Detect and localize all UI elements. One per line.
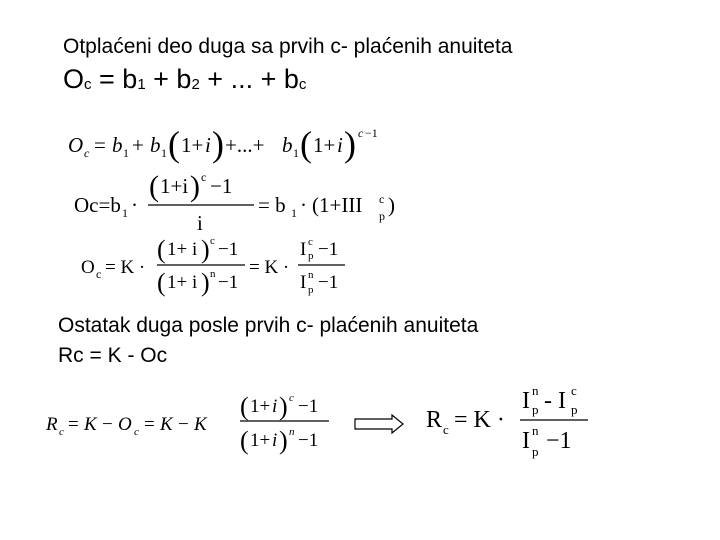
svg-text:c: c xyxy=(571,383,577,398)
svg-text:p: p xyxy=(571,402,578,417)
svg-text:i: i xyxy=(337,133,343,157)
svg-text:=: = xyxy=(144,414,155,435)
svg-text:): ) xyxy=(388,193,395,217)
svg-text:= K ·: = K · xyxy=(105,257,146,278)
svg-text:b: b xyxy=(282,133,293,157)
svg-text:p: p xyxy=(532,402,539,417)
svg-text:c: c xyxy=(358,126,364,140)
svg-text:K: K xyxy=(194,414,207,435)
heading-paid-debt: Otplaćeni deo duga sa prvih c- plaćenih anuiteta xyxy=(63,35,513,58)
svg-text:n: n xyxy=(532,423,539,438)
svg-text:): ) xyxy=(344,124,356,164)
svg-text:): ) xyxy=(212,124,224,164)
svg-text:c: c xyxy=(210,235,215,247)
svg-text:O: O xyxy=(81,257,95,278)
svg-text:1: 1 xyxy=(122,206,128,220)
svg-text:c: c xyxy=(201,172,207,184)
svg-text:1: 1 xyxy=(291,206,297,220)
svg-text:·: · xyxy=(131,193,138,217)
svg-text:c: c xyxy=(96,267,102,281)
svg-text:i: i xyxy=(197,211,203,235)
svg-text:(: ( xyxy=(168,124,180,164)
svg-text:1+: 1+ xyxy=(250,396,271,417)
svg-text:−: − xyxy=(178,414,189,435)
svg-text:+...+: +...+ xyxy=(225,133,265,157)
svg-text:p: p xyxy=(308,284,314,296)
svg-text:−1: −1 xyxy=(218,239,239,260)
formula-rc: Rc = K - Oc xyxy=(58,344,168,367)
svg-text:I: I xyxy=(300,239,307,260)
svg-text:- I: - I xyxy=(544,388,566,414)
svg-text:= b: = b xyxy=(258,193,286,217)
svg-text:c: c xyxy=(379,192,385,206)
svg-text:1: 1 xyxy=(161,146,167,160)
svg-text:(: ( xyxy=(149,172,159,203)
svg-text:p: p xyxy=(308,250,314,262)
svg-text:−: − xyxy=(102,414,113,435)
svg-text:I: I xyxy=(522,388,530,414)
svg-text:(: ( xyxy=(240,426,249,455)
svg-text:−1: −1 xyxy=(210,174,233,198)
svg-text:= K ·: = K · xyxy=(249,257,290,278)
svg-text:1: 1 xyxy=(123,146,129,160)
svg-text:−1: −1 xyxy=(298,430,319,451)
svg-text:c: c xyxy=(84,146,90,160)
svg-text:−1: −1 xyxy=(218,272,239,293)
svg-text:1+: 1+ xyxy=(181,133,204,157)
svg-text:1+ i: 1+ i xyxy=(167,239,198,260)
svg-text:I: I xyxy=(522,428,530,454)
equation-oc-expansion xyxy=(60,120,400,170)
svg-text:O: O xyxy=(118,414,132,435)
svg-text:b: b xyxy=(150,133,161,157)
svg-text:−1: −1 xyxy=(318,239,339,260)
svg-text:(: ( xyxy=(300,124,312,164)
implication-arrow-icon xyxy=(354,414,404,434)
svg-text:1+: 1+ xyxy=(313,133,336,157)
svg-text:1: 1 xyxy=(293,146,299,160)
svg-text:c: c xyxy=(59,426,64,438)
svg-text:=: = xyxy=(68,414,79,435)
svg-text:I: I xyxy=(300,272,307,293)
svg-text:Oc=b: Oc=b xyxy=(74,193,121,217)
svg-text:i: i xyxy=(272,396,278,417)
svg-text:−1: −1 xyxy=(298,396,319,417)
svg-text:(: ( xyxy=(157,268,166,297)
svg-text:n: n xyxy=(289,426,295,438)
svg-text:−1: −1 xyxy=(546,428,572,454)
svg-text:b: b xyxy=(112,133,123,157)
svg-text:(: ( xyxy=(240,392,249,421)
svg-text:p: p xyxy=(379,209,385,223)
svg-text:R: R xyxy=(426,407,443,433)
equation-rc-final xyxy=(420,378,600,468)
svg-text:(: ( xyxy=(157,235,166,264)
svg-text:1+: 1+ xyxy=(250,430,271,451)
svg-text:(1+III: (1+III xyxy=(312,193,363,217)
svg-text:+: + xyxy=(132,133,144,157)
svg-text:= K ·: = K · xyxy=(454,407,505,433)
svg-text:O: O xyxy=(68,133,84,157)
svg-text:K: K xyxy=(160,414,173,435)
svg-text:−1: −1 xyxy=(365,126,378,140)
svg-text:K: K xyxy=(84,414,97,435)
svg-text:): ) xyxy=(279,392,288,421)
svg-text:−1: −1 xyxy=(318,272,339,293)
svg-text:c: c xyxy=(134,426,139,438)
svg-text:n: n xyxy=(532,383,539,398)
svg-text:): ) xyxy=(190,172,200,203)
heading-remaining-debt: Ostatak duga posle prvih c- plaćenih anuiteta xyxy=(58,314,479,337)
svg-text:): ) xyxy=(201,235,210,264)
svg-text:): ) xyxy=(279,426,288,455)
svg-text:=: = xyxy=(94,133,106,157)
equation-rc-expanded xyxy=(40,388,340,460)
equation-oc-k xyxy=(60,230,360,302)
svg-text:i: i xyxy=(205,133,211,157)
svg-text:n: n xyxy=(210,268,216,280)
svg-text:1+i: 1+i xyxy=(160,174,189,198)
svg-text:c: c xyxy=(308,236,313,248)
formula-oc-sum: $O_c = b_1 + b_2$ + ... + $b_c$ xyxy=(63,64,307,94)
svg-text:): ) xyxy=(201,268,210,297)
svg-text:c: c xyxy=(443,422,449,437)
svg-text:c: c xyxy=(289,392,294,404)
svg-text:1+ i: 1+ i xyxy=(167,272,198,293)
svg-text:·: · xyxy=(300,193,307,217)
svg-text:R: R xyxy=(46,414,58,435)
svg-text:i: i xyxy=(272,430,278,451)
svg-text:p: p xyxy=(532,444,539,459)
svg-text:n: n xyxy=(308,269,314,281)
